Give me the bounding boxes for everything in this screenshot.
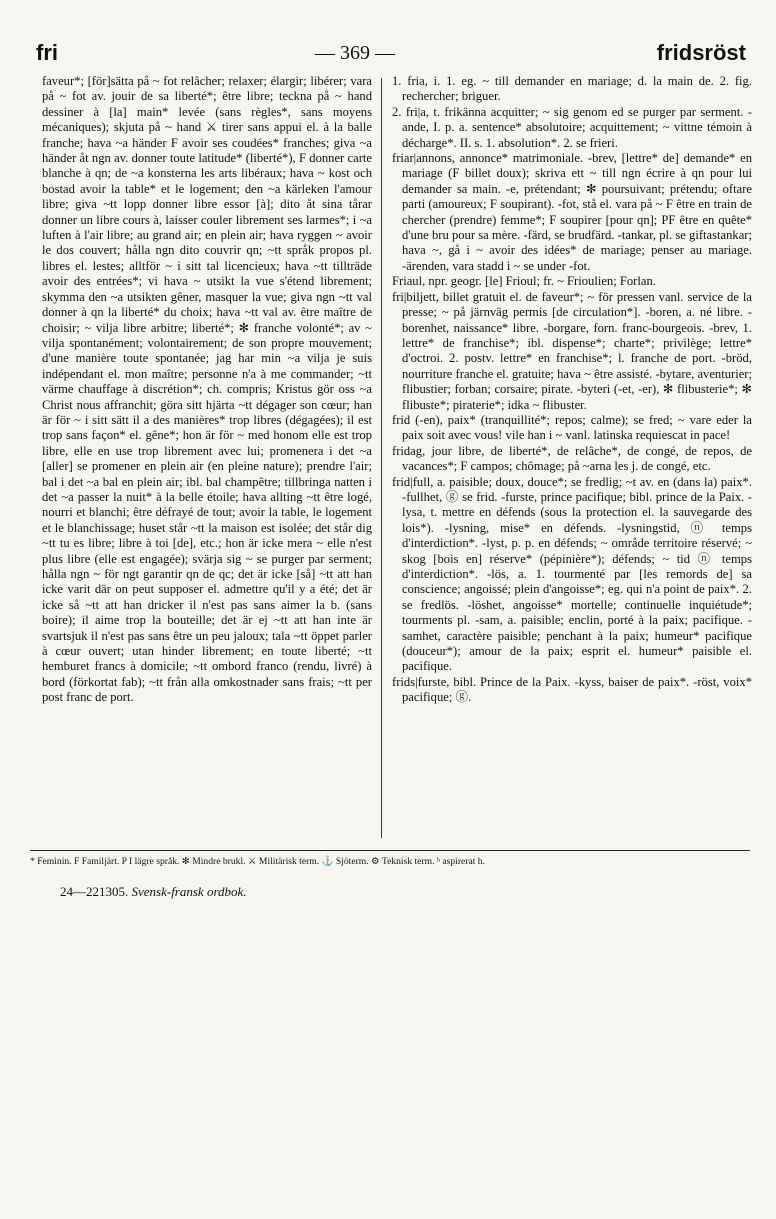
left-column [42,74,372,832]
abbreviation-legend: * Feminin. F Familjärt. P I lägre språk. ✻ Mindre brukl. ⚔ Militärisk term. ⚓ Sjöterm. ⚙ Teknisk term. ʰ aspirerat h. [30,856,485,867]
dictionary-page [30,38,750,1198]
right-guide-word: fridsröst [656,40,746,65]
right-column [392,74,752,832]
entry-friaul: Friaul, npr. geogr. [le] Frioul; fr. ~ Frioulien; Forlan. [392,274,656,289]
entry-friar: friar|annons, annonce* matrimoniale. -brev, [lettre* de] demande* en mariage (F billet doux); skriva ett ~ till ngn écrire à qn pour lui demander sa main. -e, prétendant; ✻ poursuivant; prétendu; oftare parti (amoureux; F soupirant). -fot, stå el. vara på ~ F être en train de chercher (prendre) femme*; F soupirer [pour qn]; PF être en quête* d'une bru pour sa mère. -färd, se brudfärd. -tankar, pl. se giftastankar; hava ~, gå i ~ avoir des idées* de mariage; penser au mariage. -ärenden, vara stadd i ~ se under -fot. [392,151,752,273]
sheet-number: 24—221305. [60,884,129,899]
signature-line [60,884,247,900]
book-title: Svensk-fransk ordbok. [131,884,247,899]
footnote-divider [30,850,750,851]
entry-fridfull: frid|full, a. paisible; doux, douce*; se fredlig; ~t av. en (dans la) paix*. -fullhet, ⓖ se frid. -furste, prince pacifique; bibl. prince de la Paix. -lysa, t. mettre en défends (sous la protection el. la sauvegarde des lois*). -lysning, mise* en défends. -lysningstid, ⓝ temps d'interdiction*. -lyst, p. p. en défends; ~ område territoire réservé; ~ skog [bois en] réserve* (pépinière*); défends; ~ tid ⓝ temps d'interdiction*. -lös, a. 1. tourmenté par [les remords de] sa conscience; angoissé; plein d'angoisse*; eg. qui n'a point de paix*. 2. se fredlös. -löshet, angoisse* mortelle; continuelle inquiétude*; tourments pl. -sam, a. paisible; enclin, porté à la paix; pacifique. -samhet, caractère paisible; penchant à la paix; humeur* pacifique (douceur*); amour de la paix; esprit el. humeur* paisible el. pacifique. [392,474,752,674]
entry-continuation: faveur*; [för]sätta på ~ fot relâcher; relaxer; élargir; libérer; vara på ~ fot av. jouir de sa liberté*; être libre; teckna på ~ hand dessiner à [la] main* levée (sans règles*, sans moyens mécaniques); skjuta på ~ hand ⚔ tirer sans appui el. à la balle franche; hava ~a händer F avoir ses coudées* franches; giva ~a händer åt ngn av. donner toute latitude* (liberté*), F donner carte blanche à qn; de ~a konsterna les arts libéraux; hava ~ kost och bostad avoir la table* et le logement; den ~a kärleken l'amour libre; giva ~tt lopp donner libre essor [à]; dito åt sina tårar donner un libre cours à, laisser couler librement ses larmes*; i ~a luften à l'air libre; au grand air; en plein air; hava ryggen ~ avoir le dos couvert; hålla ngn dito couvrir qn; ~tt språk propos pl. libres el. lestes; alltför ~ i sitt tal licencieux; hava ~tt tillträde avoir des entrées*; vi hava ~ utsikt la vue s'étend librement; skymma den ~a utsikten gêner, masquer la vue; giva ngn ~tt val donner à qn la liberté* du choix; hava ~tt val av. être maître de choisir; ~ vilja libre arbitre; liberté*; ✻ franche volonté*; av ~ vilja spontanément; volontairement; de son propre mouvement; d'une manière toute spontanée; jag har min ~a vilja je suis indépendant el. mon maître; personne n'a à me commander; ~tt värme chauffage à discrétion*; ch. compris; Kristus gör oss ~a Christ nous affranchit; göra sitt hjärta ~tt dégager son cœur; han är för ~ i sitt sätt il a des manières* trop libres (dégagées); il est trop sans façon* el. gêne*; hon är för ~ med honom elle est trop libre, elle en use trop librement avec lui; promenera i det ~a [aller] se promener en plein air (en pleine nature); prendre l'air; bal i det ~a bal en plein air; ibl. bal champêtre; tillbringa natten i det ~a passer la nuit* à la belle étoile; hava allting ~tt être logé, nourri et blanchi; être défrayé de tout; avoir la table, le logement et le blanchissage; huset står ~tt la maison est isolée; det står dig ~tt tu es libre; libre à toi [de], etc.; hon är icke mera ~ elle n'est plus libre (elle est engagée); svärja sig ~ se purger par serment; hålla ngn ~ för ngt garantir qn de qc; det är icke [så] ~tt att han icke varit där on peut supposer el. admettre qu'il y a été; det är icke så ~tt att han dricker il n'est pas sans aimer la b. (sans boire); il aime trop la bouteille; det är ej ~tt att han inte är svartsjuk il n'est pas sans être un peu jaloux; tala ~tt öppet parler à cœur ouvert; utan hinder librement; en toute liberté; ~tt hemburet francs à domicile; ~tt ombord franco (rendu, livré) à bord (förkortat fab); ~tt från alla omkostnader sans frais; ~tt per post franc de port. [42,74,372,705]
entry-fria-1: 1. fria, i. 1. eg. ~ till demander en mariage; d. la main de. 2. fig. rechercher; briguer. [392,74,752,104]
left-guide-word: fri [36,40,58,65]
column-divider [381,78,382,838]
entry-fridsfurste: frids|furste, bibl. Prince de la Paix. -kyss, baiser de paix*. -röst, voix* pacifique; ⓖ. [392,674,752,705]
page-number: — 369 — [315,42,395,64]
entry-frid: frid (-en), paix* (tranquillité*; repos; calme); se fred; ~ vare eder la paix soit avec vous! vile han i ~ vanl. latinska requiescat in pace! [392,412,752,443]
entry-fria-2: 2. fri|a, t. frikänna acquitter; ~ sig genom ed se purger par serment. -ande, I. p. a. sentence* absolutoire; acquittement; ~ vittne témoin à décharge*. II. s. 1. absolution*. 2. se frieri. [392,104,752,150]
running-header [30,38,750,68]
entry-fribiljett: fri|biljett, billet gratuit el. de faveur*; ~ för pressen vanl. service de la presse; ~ på järnväg permis [de circulation*]. -boren, a. né libre. -borenhet, naissance* libre. -borgare, forn. franc-bourgeois. -brev, 1. lettre* de franchise*; ibl. dispense*; charte*; privilège; lettre* d'octroi. 2. postv. lettre* en franchise*; l. franche de port. -bröd, nourriture franche el. gratuite; hava ~ être assisté. -bytare, aventurier; flibustier; forban; corsaire; pirate. -byteri (-et, -er), ✻ flibusterie*; ✻ flibuste*; piraterie*; idka ~ flibuster. [392,289,752,412]
entry-fridag: fridag, jour libre, de liberté*, de relâche*, de congé, de repos, de vacances*; F campos; chômage; på ~arna les j. de congé, etc. [392,443,752,474]
